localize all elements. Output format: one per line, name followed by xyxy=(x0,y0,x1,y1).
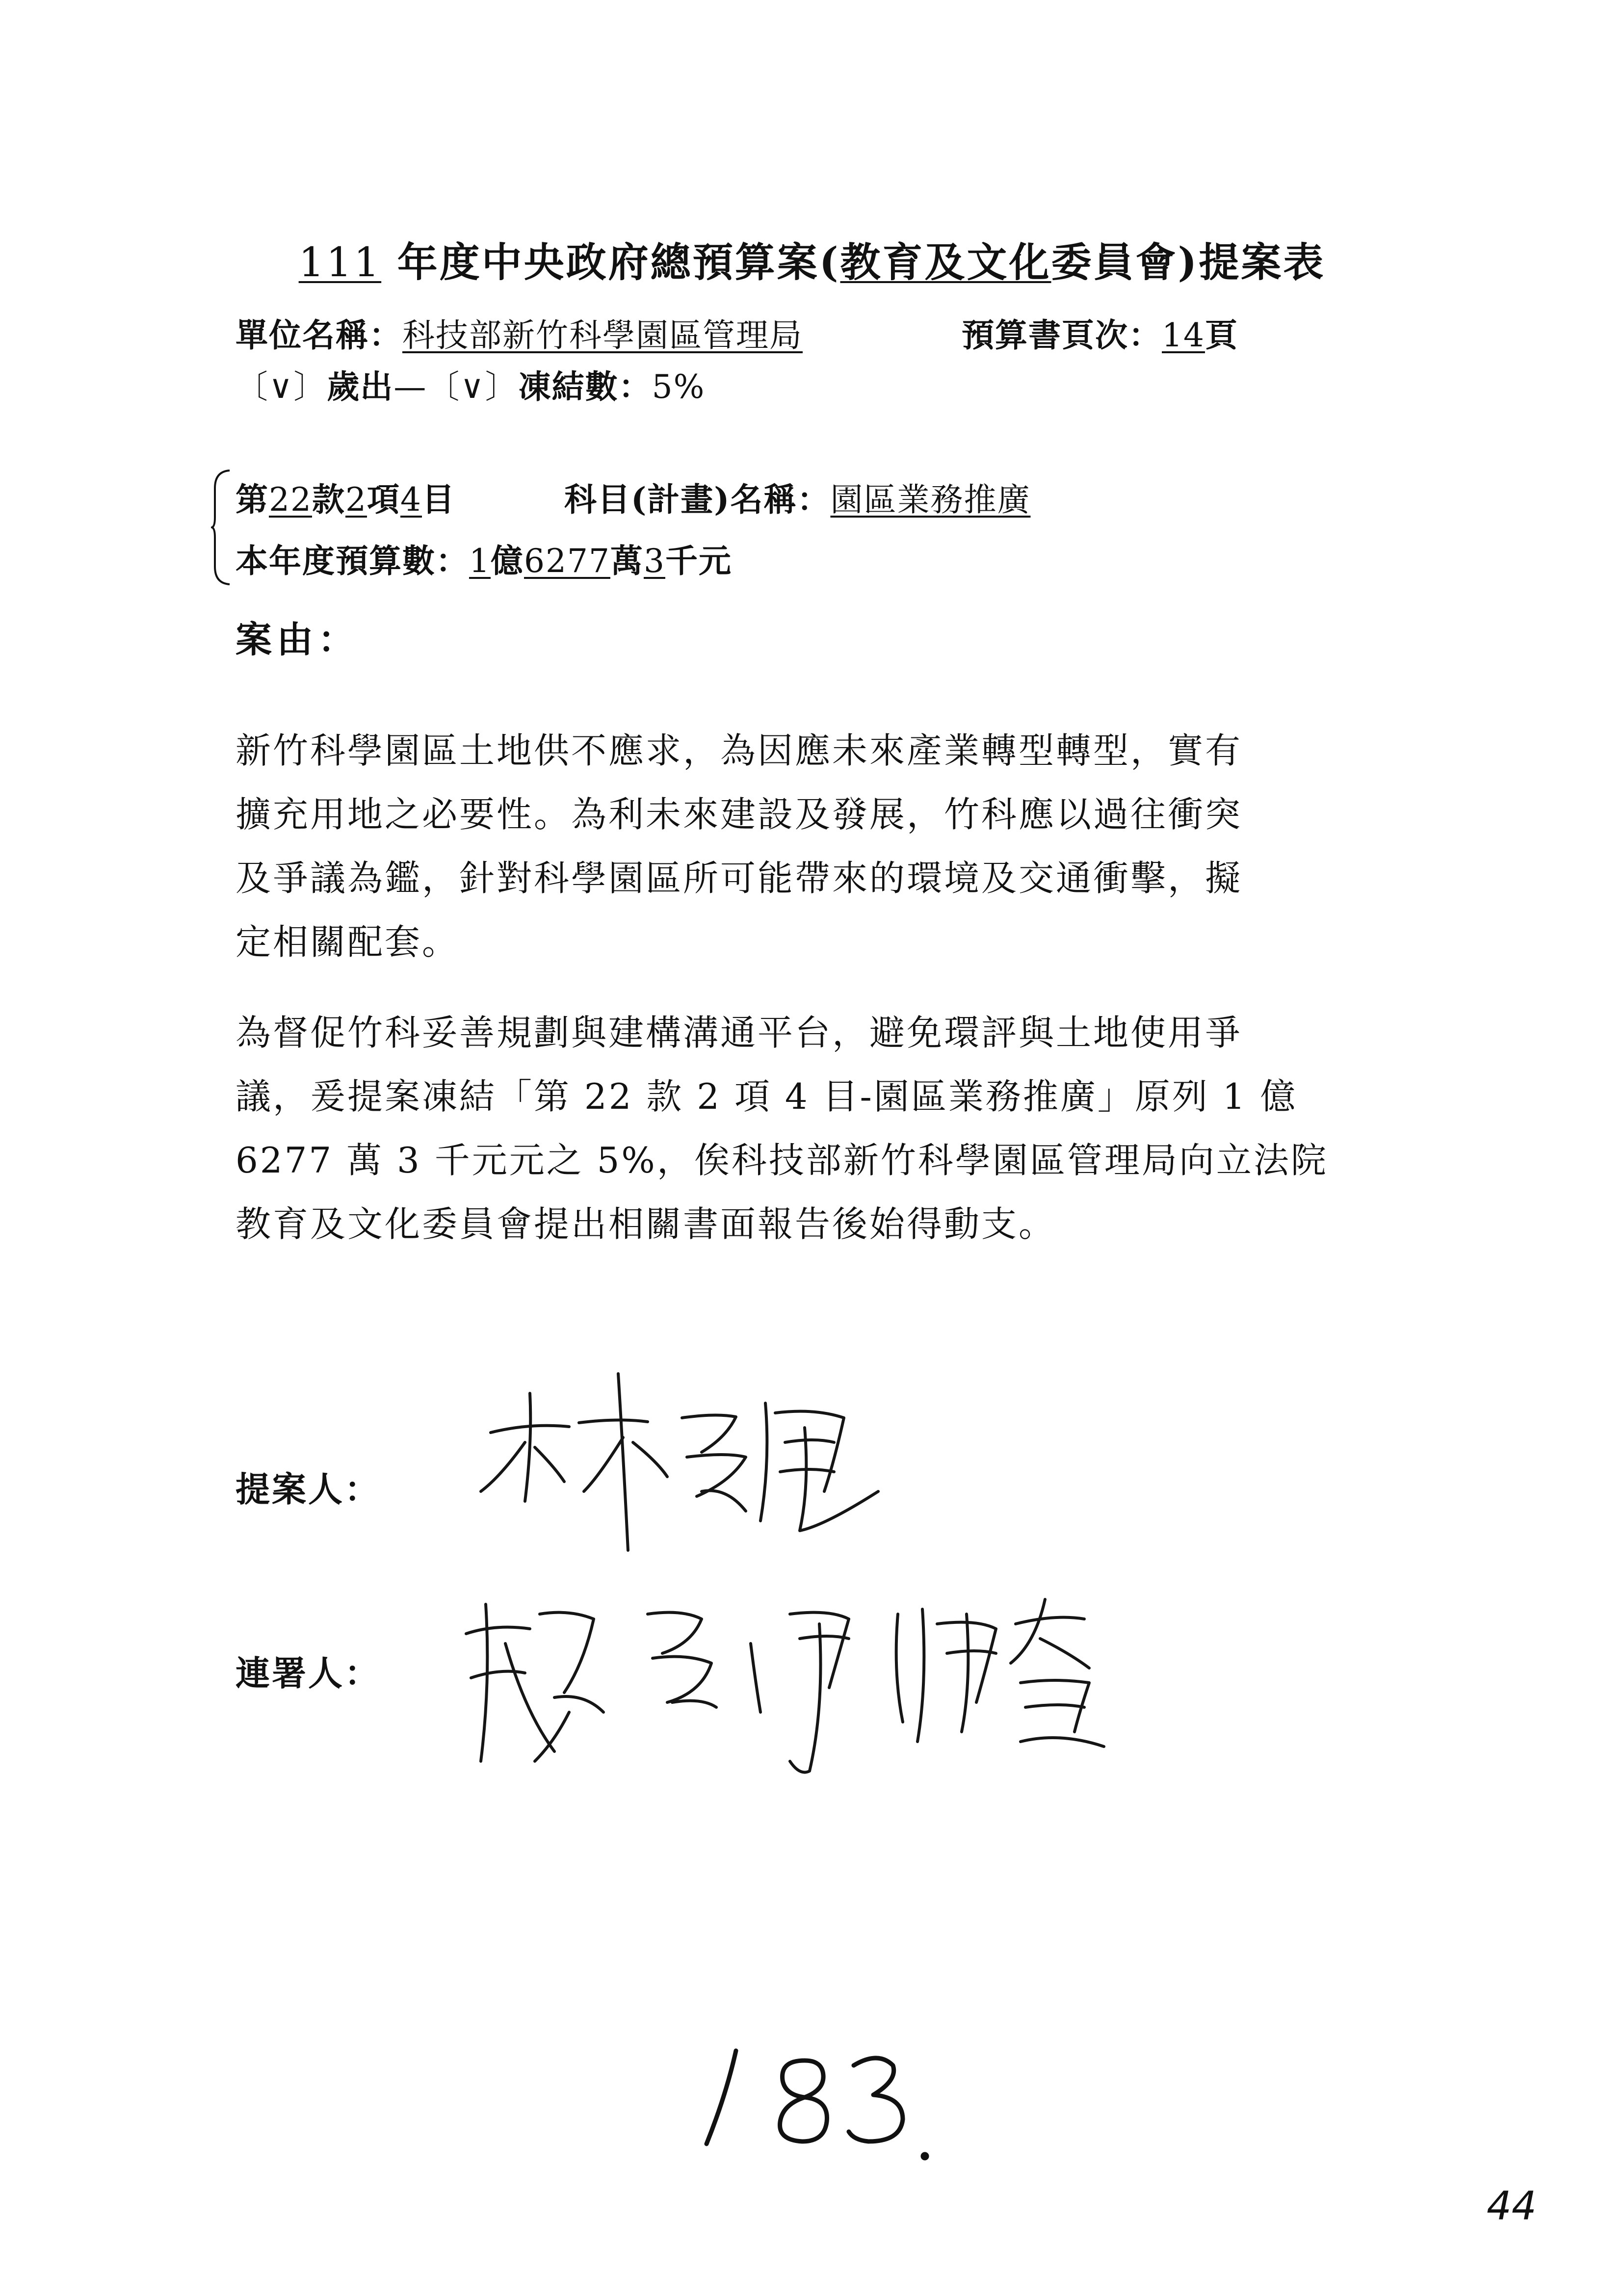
budget-yi-label: 億 xyxy=(491,542,524,580)
page-ref-value: 14 xyxy=(1162,316,1205,354)
item-mu-label: 目 xyxy=(421,480,455,519)
page-ref-label: 預算書頁次： xyxy=(962,316,1162,354)
page-ref-suffix: 頁 xyxy=(1205,316,1238,354)
proposer-label: 提案人： xyxy=(236,1469,381,1510)
freeze-value: 5% xyxy=(652,368,706,406)
budget-wan-label: 萬 xyxy=(610,542,644,580)
budget-wan: 6277 xyxy=(524,542,610,580)
title-part-2: 委員會)提案表 xyxy=(1051,239,1326,286)
paragraph-1-line: 及爭議為鑑，針對科學園區所可能帶來的環境及交通衝擊，擬 xyxy=(236,858,1243,899)
freeze-checkbox: 〔∨〕 xyxy=(427,368,519,406)
paragraph-2-line: 教育及文化委員會提出相關書面報告後始得動支。 xyxy=(236,1203,1056,1245)
reason-label: 案由： xyxy=(236,619,359,661)
freeze-label: 凍結數： xyxy=(518,367,652,406)
unit-value: 科技部新竹科學園區管理局 xyxy=(402,316,803,354)
paragraph-1-line: 擴充用地之必要性。為利未來建設及發展，竹科應以過往衝突 xyxy=(236,794,1243,835)
paragraph-1-line: 定相關配套。 xyxy=(236,921,460,963)
subject-value: 園區業務推廣 xyxy=(830,481,1031,519)
budget-yi: 1 xyxy=(469,542,491,580)
subject-label: 科目(計畫)名稱： xyxy=(564,480,831,519)
unit-line xyxy=(236,309,803,356)
title-year: 111 xyxy=(298,239,382,286)
item-mu: 4 xyxy=(400,481,422,519)
budget-label: 本年度預算數： xyxy=(236,542,469,580)
page-number: 44 xyxy=(1487,2183,1537,2229)
unit-label: 單位名稱： xyxy=(236,316,402,354)
cosigner-label: 連署人： xyxy=(236,1653,381,1694)
cosigner-signatures xyxy=(456,1585,1163,1791)
paragraph-2-line: 6277 萬 3 千元元之 5%，俟科技部新竹科學園區管理局向立法院 xyxy=(236,1140,1328,1181)
item-kuan-label: 款 xyxy=(312,480,345,519)
item-xiang: 2 xyxy=(345,481,367,519)
item-line xyxy=(236,473,455,520)
type-line xyxy=(236,361,705,407)
item-di: 第 xyxy=(236,480,269,519)
type-dash: — xyxy=(393,368,427,406)
subject-line xyxy=(564,473,1030,520)
paragraph-2-line: 議，爰提案凍結「第 22 款 2 項 4 目-園區業務推廣」原列 1 億 xyxy=(236,1076,1298,1117)
expense-label: 歲出 xyxy=(327,367,394,406)
item-kuan: 22 xyxy=(269,481,312,519)
handwritten-number xyxy=(687,2031,962,2178)
page-ref-line xyxy=(962,309,1238,356)
paragraph-1-line: 新竹科學園區土地供不應求，為因應未來產業轉型轉型，實有 xyxy=(236,730,1243,771)
form-title xyxy=(0,231,1624,288)
budget-qian-label: 千元 xyxy=(665,542,732,580)
expense-checkbox: 〔∨〕 xyxy=(236,368,327,406)
budget-qian: 3 xyxy=(643,542,665,580)
reason-paragraph-1 xyxy=(236,719,1452,974)
paragraph-2-line: 為督促竹科妥善規劃與建構溝通平台，避免環評與土地使用爭 xyxy=(236,1012,1243,1053)
item-bracket xyxy=(211,469,231,586)
proposer-signature xyxy=(471,1364,913,1570)
title-committee: 教育及文化 xyxy=(840,239,1051,286)
title-part-1: 年度中央政府總預算案( xyxy=(381,239,840,286)
reason-paragraph-2 xyxy=(236,1001,1452,1256)
budget-line xyxy=(236,535,732,581)
item-xiang-label: 項 xyxy=(367,480,400,519)
